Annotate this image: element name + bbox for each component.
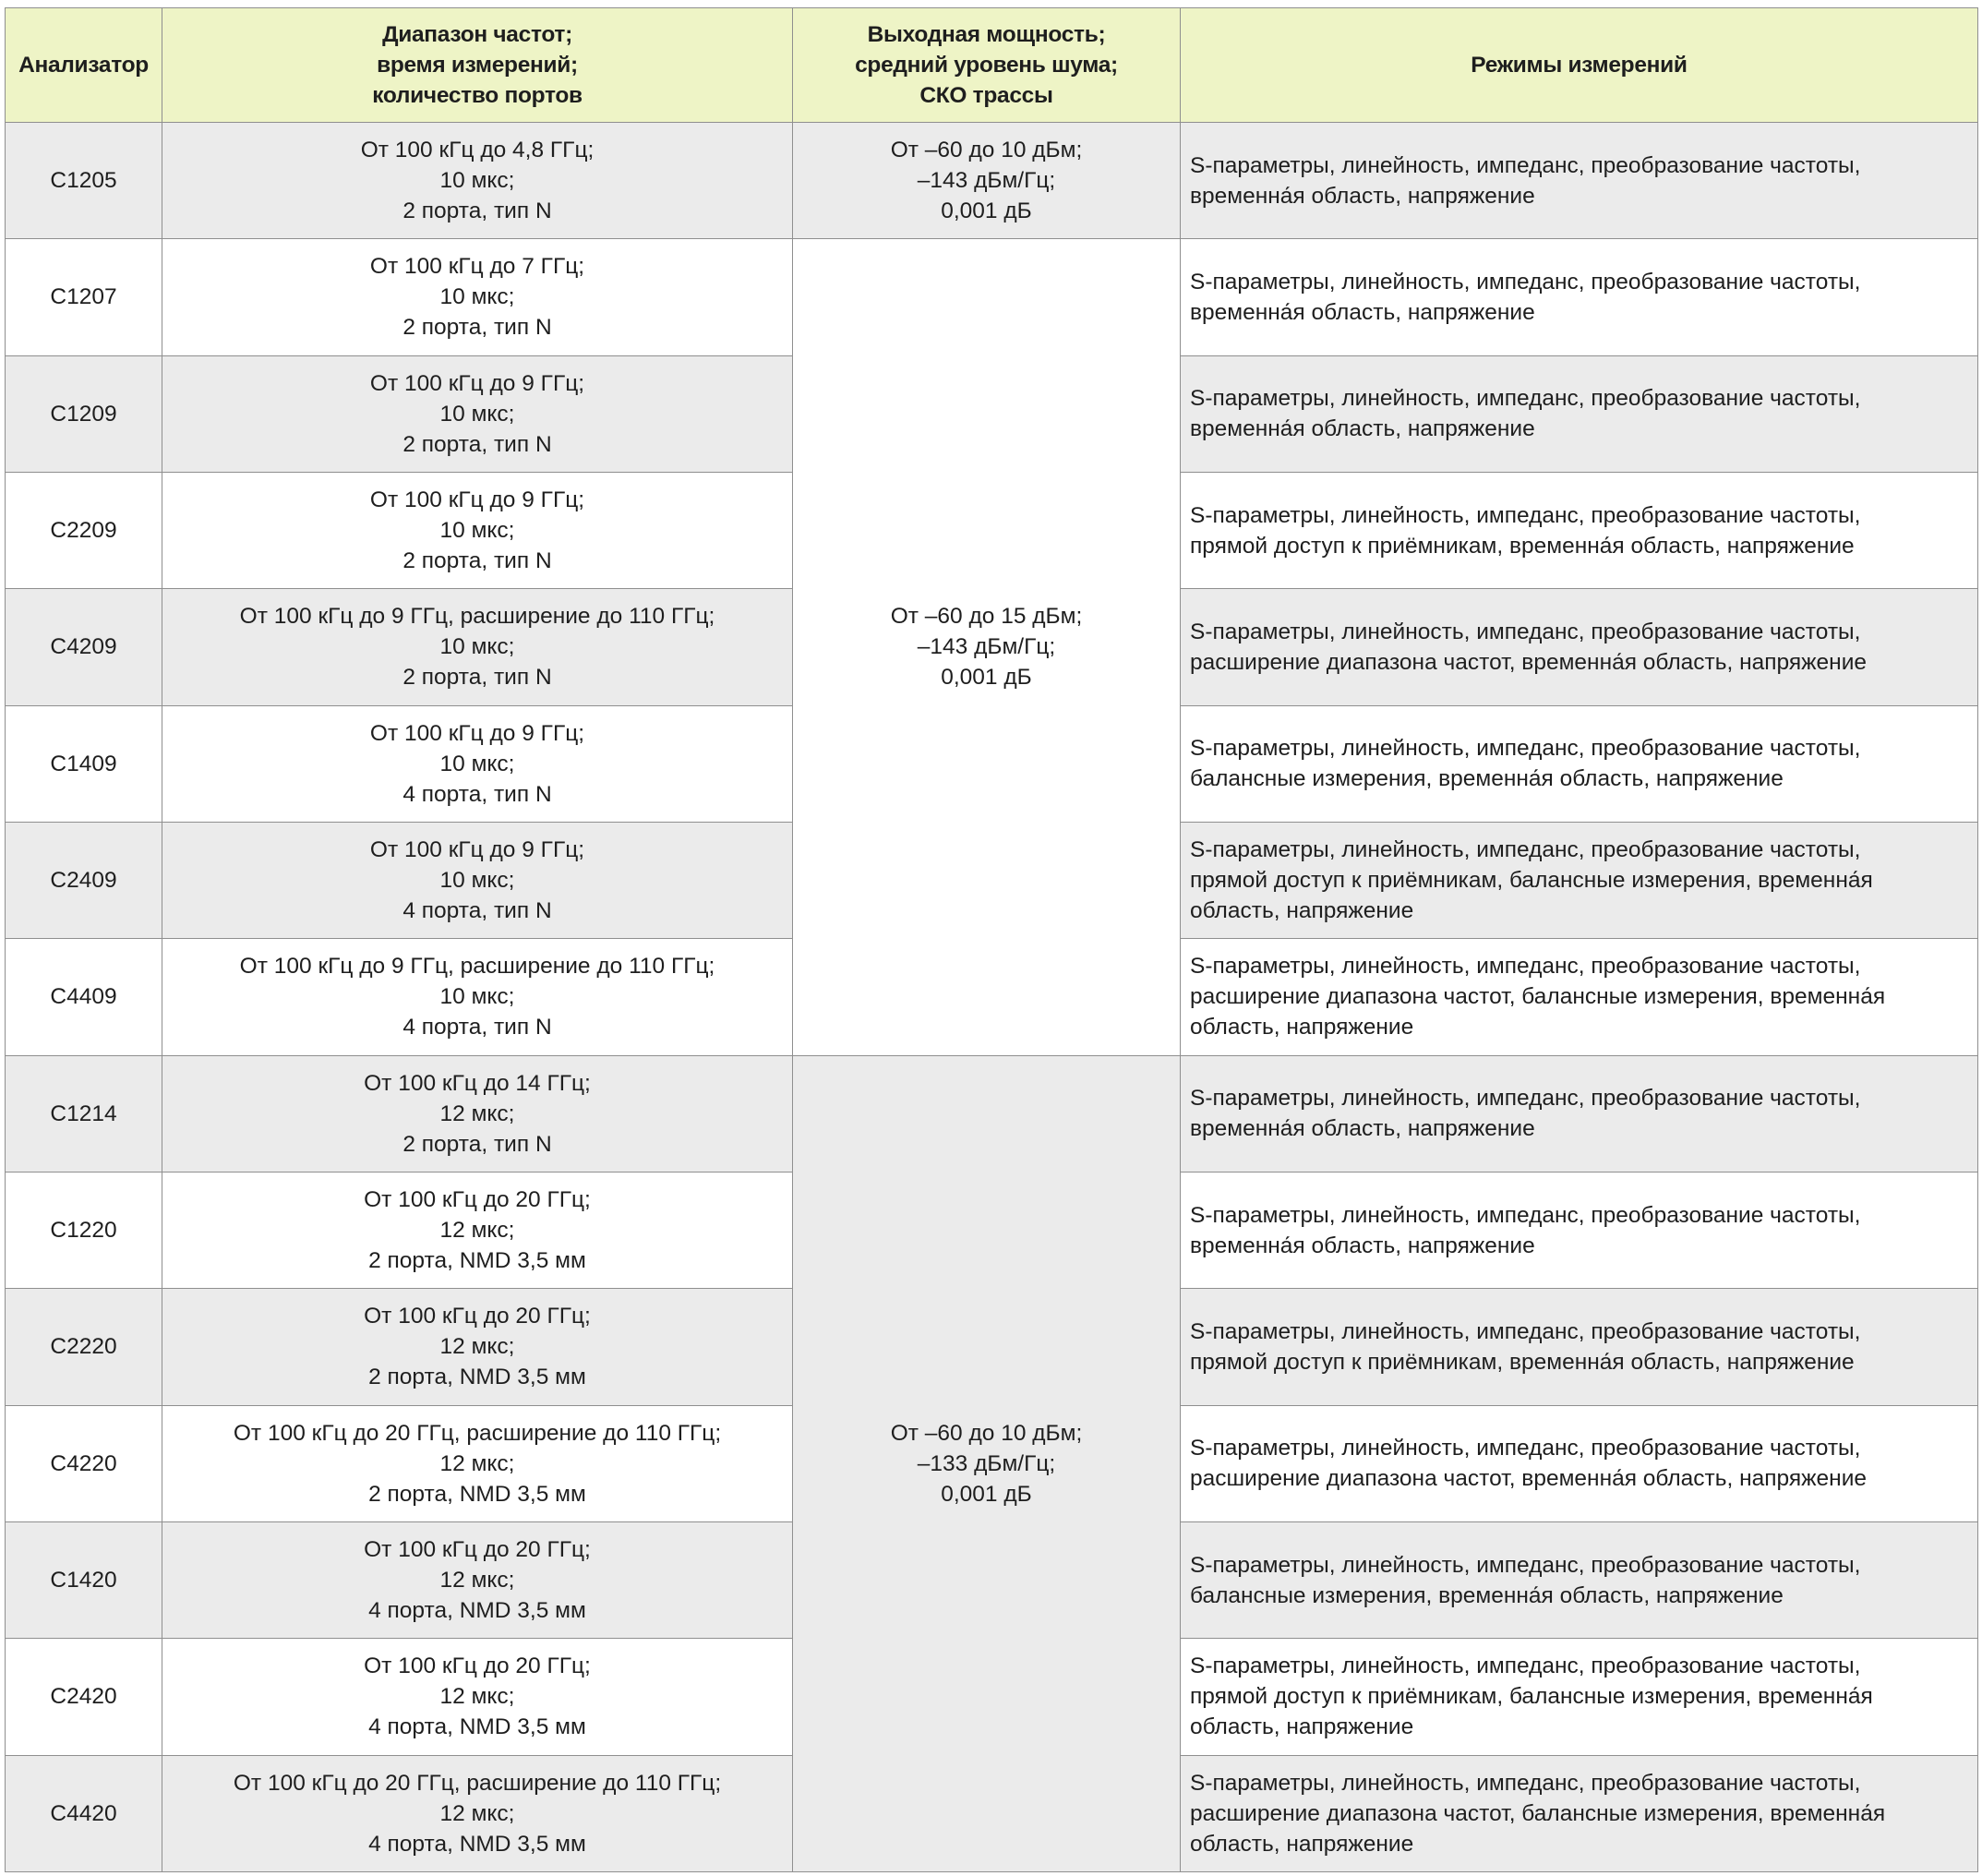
power-noise-cell: [793, 239, 1181, 1055]
frequency-line: 12 мкс;: [439, 1334, 515, 1360]
modes-line: S-параметры, линейность, импеданс, преобразование частоты,: [1190, 1654, 1861, 1679]
modes-cell: [1181, 1172, 1978, 1288]
frequency-cell: [162, 1639, 793, 1755]
frequency-cell: [162, 705, 793, 822]
power-line: 0,001 дБ: [941, 665, 1032, 691]
frequency-line: От 100 кГц до 20 ГГц, расширение до 110 ГГц;: [233, 1770, 722, 1796]
frequency-line: От 100 кГц до 9 ГГц, расширение до 110 ГГц;: [239, 954, 715, 980]
header-row: [6, 8, 1978, 123]
analyzer-model: C1220: [6, 1172, 162, 1288]
frequency-line: От 100 кГц до 14 ГГц;: [364, 1070, 591, 1096]
analyzer-model: C2220: [6, 1289, 162, 1405]
frequency-line: 4 порта, тип N: [402, 898, 552, 924]
modes-line: S-параметры, линейность, импеданс, преобразование частоты,: [1190, 619, 1861, 644]
table-row: [6, 1055, 1978, 1172]
frequency-line: 12 мкс;: [439, 1100, 515, 1126]
modes-line: временна́я область, напряжение: [1190, 183, 1535, 209]
frequency-line: От 100 кГц до 9 ГГц;: [369, 837, 585, 863]
analyzer-model: C2420: [6, 1639, 162, 1755]
frequency-cell: [162, 1289, 793, 1405]
analyzer-model: C1214: [6, 1055, 162, 1172]
header-power-line: средний уровень шума;: [855, 53, 1118, 78]
frequency-line: 10 мкс;: [439, 984, 515, 1010]
modes-line: область, напряжение: [1190, 898, 1414, 924]
header-power: [793, 8, 1181, 123]
frequency-line: От 100 кГц до 20 ГГц;: [364, 1654, 591, 1679]
modes-line: область, напряжение: [1190, 1015, 1414, 1040]
analyzer-model: C1209: [6, 355, 162, 472]
modes-cell: [1181, 355, 1978, 472]
frequency-line: 10 мкс;: [439, 401, 515, 427]
power-line: –143 дБм/Гц;: [917, 634, 1056, 660]
power-line: 0,001 дБ: [941, 1481, 1032, 1507]
frequency-line: 2 порта, NMD 3,5 мм: [368, 1365, 586, 1390]
frequency-line: 12 мкс;: [439, 1218, 515, 1244]
header-frequency: [162, 8, 793, 123]
frequency-cell: [162, 239, 793, 355]
modes-line: S-параметры, линейность, импеданс, преобразование частоты,: [1190, 736, 1861, 762]
analyzer-model: C4220: [6, 1405, 162, 1521]
modes-cell: [1181, 1405, 1978, 1521]
power-line: От –60 до 10 дБм;: [890, 138, 1083, 163]
power-noise-cell: [793, 123, 1181, 239]
frequency-line: 10 мкс;: [439, 518, 515, 544]
modes-cell: [1181, 589, 1978, 705]
modes-cell: [1181, 1289, 1978, 1405]
modes-cell: [1181, 1521, 1978, 1638]
frequency-line: 10 мкс;: [439, 284, 515, 310]
analyzer-model: C2409: [6, 822, 162, 938]
analyzer-model: C4420: [6, 1755, 162, 1871]
frequency-line: 2 порта, тип N: [402, 198, 552, 224]
analyzer-model: C1207: [6, 239, 162, 355]
frequency-line: 4 порта, NMD 3,5 мм: [368, 1831, 586, 1857]
modes-line: прямой доступ к приёмникам, балансные измерения, временна́я: [1190, 1684, 1873, 1710]
frequency-line: 2 порта, тип N: [402, 1131, 552, 1157]
modes-cell: [1181, 705, 1978, 822]
frequency-cell: [162, 472, 793, 588]
frequency-cell: [162, 1755, 793, 1871]
frequency-cell: [162, 939, 793, 1055]
analyzer-model: C1409: [6, 705, 162, 822]
frequency-cell: [162, 822, 793, 938]
modes-line: S-параметры, линейность, импеданс, преобразование частоты,: [1190, 1552, 1861, 1578]
modes-line: S-параметры, линейность, импеданс, преобразование частоты,: [1190, 1086, 1861, 1112]
modes-line: S-параметры, линейность, импеданс, преобразование частоты,: [1190, 1318, 1861, 1344]
header-frequency-line: количество портов: [372, 83, 583, 108]
modes-line: S-параметры, линейность, импеданс, преобразование частоты,: [1190, 1202, 1861, 1228]
modes-line: S-параметры, линейность, импеданс, преобразование частоты,: [1190, 152, 1861, 178]
header-analyzer: Анализатор: [6, 8, 162, 123]
frequency-cell: [162, 123, 793, 239]
frequency-line: 10 мкс;: [439, 868, 515, 894]
table-body: [6, 123, 1978, 1872]
modes-line: расширение диапазона частот, балансные измерения, временна́я: [1190, 984, 1886, 1010]
frequency-line: От 100 кГц до 20 ГГц;: [364, 1304, 591, 1329]
header-frequency-line: Диапазон частот;: [382, 22, 572, 47]
modes-cell: [1181, 239, 1978, 355]
frequency-line: 10 мкс;: [439, 168, 515, 194]
frequency-line: 2 порта, тип N: [402, 548, 552, 574]
table-row: [6, 239, 1978, 355]
modes-line: временна́я область, напряжение: [1190, 299, 1535, 325]
frequency-cell: [162, 1172, 793, 1288]
frequency-line: 2 порта, тип N: [402, 315, 552, 341]
power-line: –143 дБм/Гц;: [917, 168, 1056, 194]
power-noise-cell: [793, 1055, 1181, 1871]
header-power-line: Выходная мощность;: [867, 22, 1106, 47]
frequency-line: От 100 кГц до 9 ГГц;: [369, 720, 585, 746]
analyzer-model: C1420: [6, 1521, 162, 1638]
header-modes: Режимы измерений: [1181, 8, 1978, 123]
power-line: 0,001 дБ: [941, 198, 1032, 224]
frequency-line: 12 мкс;: [439, 1450, 515, 1476]
frequency-line: От 100 кГц до 9 ГГц, расширение до 110 ГГц;: [239, 604, 715, 630]
frequency-line: От 100 кГц до 20 ГГц;: [364, 1187, 591, 1213]
analyzer-model: C1205: [6, 123, 162, 239]
frequency-line: 10 мкс;: [439, 634, 515, 660]
frequency-line: От 100 кГц до 20 ГГц;: [364, 1537, 591, 1563]
modes-line: расширение диапазона частот, балансные измерения, временна́я: [1190, 1800, 1886, 1826]
modes-cell: [1181, 472, 1978, 588]
modes-cell: [1181, 939, 1978, 1055]
frequency-line: 2 порта, тип N: [402, 665, 552, 691]
frequency-line: 12 мкс;: [439, 1684, 515, 1710]
modes-line: прямой доступ к приёмникам, временна́я область, напряжение: [1190, 1349, 1855, 1375]
analyzer-model: C2209: [6, 472, 162, 588]
modes-cell: [1181, 822, 1978, 938]
modes-line: S-параметры, линейность, импеданс, преобразование частоты,: [1190, 954, 1861, 980]
frequency-cell: [162, 1055, 793, 1172]
frequency-line: 10 мкс;: [439, 751, 515, 776]
modes-line: временна́я область, напряжение: [1190, 1233, 1535, 1258]
frequency-line: От 100 кГц до 9 ГГц;: [369, 487, 585, 513]
frequency-cell: [162, 355, 793, 472]
frequency-line: 12 мкс;: [439, 1800, 515, 1826]
frequency-line: От 100 кГц до 9 ГГц;: [369, 370, 585, 396]
modes-line: S-параметры, линейность, импеданс, преобразование частоты,: [1190, 502, 1861, 528]
modes-line: временна́я область, напряжение: [1190, 1116, 1535, 1142]
frequency-cell: [162, 1521, 793, 1638]
frequency-line: 4 порта, NMD 3,5 мм: [368, 1598, 586, 1624]
modes-line: временна́я область, напряжение: [1190, 416, 1535, 442]
power-line: –133 дБм/Гц;: [917, 1450, 1056, 1476]
modes-line: прямой доступ к приёмникам, балансные измерения, временна́я: [1190, 868, 1873, 894]
frequency-line: От 100 кГц до 7 ГГц;: [369, 254, 585, 280]
modes-cell: [1181, 1755, 1978, 1871]
modes-cell: [1181, 123, 1978, 239]
modes-line: балансные измерения, временна́я область, напряжение: [1190, 1582, 1784, 1608]
modes-line: область, напряжение: [1190, 1831, 1414, 1857]
analyzer-model: C4409: [6, 939, 162, 1055]
frequency-line: 12 мкс;: [439, 1568, 515, 1593]
modes-line: область, напряжение: [1190, 1714, 1414, 1740]
frequency-line: От 100 кГц до 20 ГГц, расширение до 110 ГГц;: [233, 1420, 722, 1446]
frequency-cell: [162, 589, 793, 705]
frequency-line: 2 порта, тип N: [402, 431, 552, 457]
frequency-line: 2 порта, NMD 3,5 мм: [368, 1481, 586, 1507]
analyzer-model: C4209: [6, 589, 162, 705]
frequency-cell: [162, 1405, 793, 1521]
power-line: От –60 до 15 дБм;: [890, 604, 1083, 630]
frequency-line: От 100 кГц до 4,8 ГГц;: [360, 138, 595, 163]
frequency-line: 4 порта, NMD 3,5 мм: [368, 1714, 586, 1740]
frequency-line: 4 порта, тип N: [402, 781, 552, 807]
modes-cell: [1181, 1055, 1978, 1172]
modes-line: расширение диапазона частот, временна́я область, напряжение: [1190, 1466, 1868, 1492]
modes-line: прямой доступ к приёмникам, временна́я область, напряжение: [1190, 533, 1855, 559]
spec-table: [5, 7, 1978, 1872]
modes-line: S-параметры, линейность, импеданс, преобразование частоты,: [1190, 1436, 1861, 1461]
modes-line: S-параметры, линейность, импеданс, преобразование частоты,: [1190, 386, 1861, 412]
modes-cell: [1181, 1639, 1978, 1755]
table-row: [6, 123, 1978, 239]
modes-line: S-параметры, линейность, импеданс, преобразование частоты,: [1190, 1770, 1861, 1796]
power-line: От –60 до 10 дБм;: [890, 1420, 1083, 1446]
modes-line: расширение диапазона частот, временна́я область, напряжение: [1190, 649, 1868, 675]
frequency-line: 2 порта, NMD 3,5 мм: [368, 1248, 586, 1274]
frequency-line: 4 порта, тип N: [402, 1015, 552, 1040]
modes-line: S-параметры, линейность, импеданс, преобразование частоты,: [1190, 269, 1861, 295]
modes-line: балансные измерения, временна́я область, напряжение: [1190, 766, 1784, 792]
modes-line: S-параметры, линейность, импеданс, преобразование частоты,: [1190, 837, 1861, 863]
header-power-line: СКО трассы: [919, 83, 1053, 108]
header-frequency-line: время измерений;: [377, 53, 578, 78]
